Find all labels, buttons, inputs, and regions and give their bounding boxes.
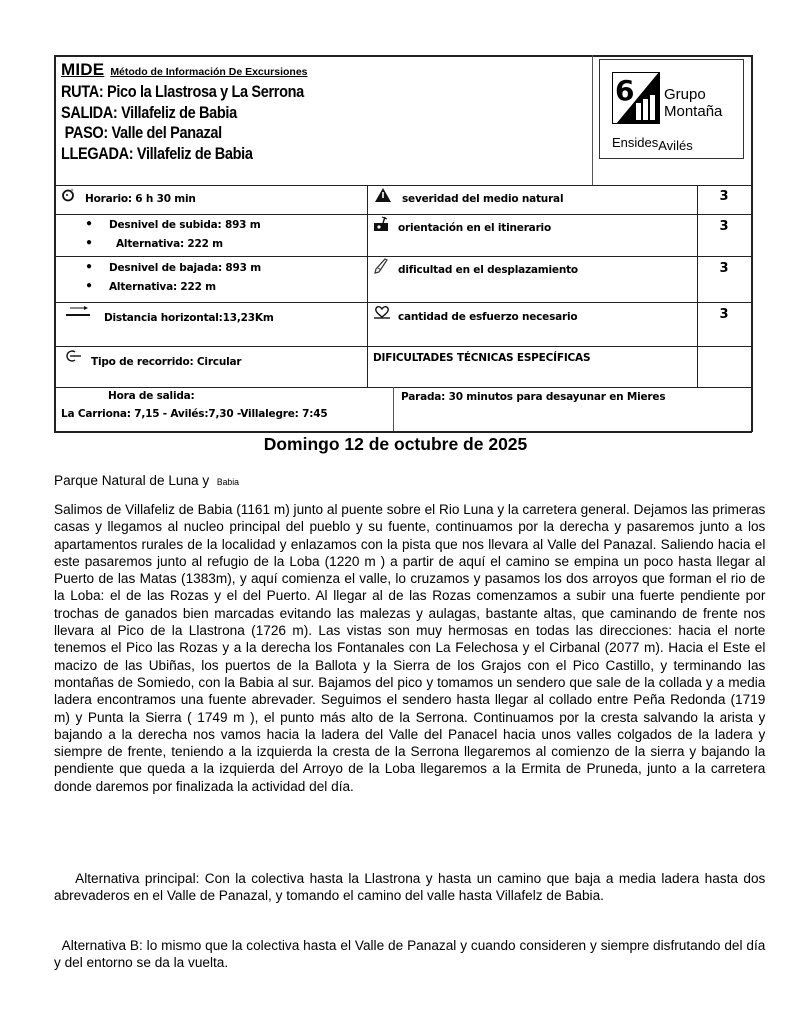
column-divider xyxy=(367,185,368,387)
rating-label-severity: severidad del medio natural xyxy=(402,193,564,205)
header-logo-divider xyxy=(592,55,593,185)
alternative-principal: Alternativa principal: Con la colectiva hasta la Llastrona y hasta un camino que baja a media ladera hasta dos abrevaderos en el Valle de Panazal, y tomando el camino del valle hasta Villafelz de Babia. xyxy=(54,871,766,905)
logo-aviles: Avilés xyxy=(658,138,693,153)
logo-subtitle xyxy=(612,135,693,153)
bullet: ● xyxy=(86,218,93,229)
park-line-main: Parque Natural de Luna y xyxy=(54,473,214,489)
bullet: ● xyxy=(86,237,93,248)
departure-time-label: Hora de salida: xyxy=(108,390,195,402)
logo-line-2: Montaña xyxy=(664,103,723,120)
table-border-top xyxy=(54,55,752,57)
end-point: LLEGADA: Villafeliz de Babia xyxy=(61,145,253,163)
circular-route-icon xyxy=(64,349,82,363)
descent: Desnivel de bajada: 893 m xyxy=(109,262,261,274)
park-line-small: Babia xyxy=(216,477,239,487)
clock-icon xyxy=(61,188,75,202)
row-divider xyxy=(54,387,752,388)
logo-ensides: Ensides xyxy=(612,135,659,150)
bottom-row-divider xyxy=(393,387,394,431)
bullet: ● xyxy=(86,280,93,291)
park-line xyxy=(54,473,239,489)
pass-point: PASO: Valle del Panazal xyxy=(61,124,222,142)
bullet: ● xyxy=(86,261,93,272)
rating-value-difficulty: 3 xyxy=(719,261,729,276)
rating-label-effort: cantidad de esfuerzo necesario xyxy=(398,311,578,323)
ascent-alternative: Alternativa: 222 m xyxy=(116,238,223,250)
technical-difficulties-label: DIFICULTADES TÉCNICAS ESPECÍFICAS xyxy=(373,352,591,364)
orientation-signpost-icon xyxy=(373,216,389,232)
rating-label-difficulty: dificultad en el desplazamiento xyxy=(398,264,578,276)
row-divider xyxy=(54,346,752,347)
stop-info: Parada: 30 minutos para desayunar en Mieres xyxy=(401,391,666,403)
ascent: Desnivel de subida: 893 m xyxy=(109,219,261,231)
date-title: Domingo 12 de octubre de 2025 xyxy=(263,434,528,454)
score-column-divider xyxy=(697,185,698,387)
table-border-right xyxy=(751,55,753,432)
logo-text xyxy=(664,86,722,120)
rating-label-orientation: orientación en el itinerario xyxy=(398,222,551,234)
mide-subtitle: Método de Información De Excursiones xyxy=(110,66,308,78)
alternative-b: Alternativa B: lo mismo que la colectiva hasta el Valle de Panazal y cuando consideren y siempre disfrutando del día y del entorno se da la vuelta. xyxy=(54,938,766,972)
logo-line-1: Grupo xyxy=(664,86,706,103)
svg-text:6: 6 xyxy=(615,74,635,107)
grupo-montana-emblem-icon xyxy=(612,72,660,124)
club-logo xyxy=(599,59,744,159)
route-type: Tipo de recorrido: Circular xyxy=(91,356,242,368)
rating-value-orientation: 3 xyxy=(719,219,729,234)
horizontal-distance: Distancia horizontal:13,23Km xyxy=(104,312,274,324)
mide-label: MIDE xyxy=(61,60,105,79)
row-divider xyxy=(54,302,752,303)
table-border-left xyxy=(54,55,56,432)
rating-value-effort: 3 xyxy=(719,307,729,322)
effort-heart-icon xyxy=(374,305,390,319)
rating-value-severity: 3 xyxy=(719,189,729,204)
departure-times: La Carriona: 7,15 - Avilés:7,30 -Villalegre: 7:45 xyxy=(61,408,328,420)
row-divider xyxy=(54,256,752,257)
descent-alternative: Alternativa: 222 m xyxy=(109,281,216,293)
distance-arrow-icon xyxy=(66,304,90,318)
boot-icon xyxy=(374,258,388,274)
mide-title xyxy=(61,60,308,80)
start-point: SALIDA: Villafeliz de Babia xyxy=(61,104,237,122)
route-name: RUTA: Pico la Llastrosa y La Serrona xyxy=(61,83,304,101)
horario: Horario: 6 h 30 min xyxy=(85,193,196,205)
warning-mountain-icon xyxy=(375,188,391,202)
route-description: Salimos de Villafeliz de Babia (1161 m) junto al puente sobre el Rio Luna y la carretera general. Dejamos las primeras casas y llegamos al nucleo principal del pueblo y su fuente, continuamos por la derecha y pasaremos junto a los apartamentos rurales de la localidad y enlazamos con la pista que nos llevara al Valle del Panazal. Saliendo hacia el este pasaremos junto al refugio de la Loba (1220 m ) a partir de aquí el camino se empina un poco hasta llegar al Puerto de las Matas (1383m), y aquí comienza el valle, lo cruzamos y pasamos los dos arroyos que forman el rio de la Loba: el de las Rozas y el del Puerto. Al llegar al de las Rozas comenzamos a subir una fuerte pendiente por trochas de ganados bien marcadas evitando las malezas y aulagas, bastante altas, que caminando de frente nos llevara al Pico de la Llastrona (1726 m). Las vistas son muy hermosas en todas las direcciones: hacia el norte tenemos el Pico las Rozas y a la derecha los Fontanales con La Felechosa y el Cirbanal (2077 m). Hacia el Este el macizo de las Ubiñas, los puertos de la Ballota y la Sierra de los Grajos con el Pico Castillo, y terminando las montañas de Somiedo, con la Babia al sur. Bajamos del pico y tomamos un sendero que sale de la collada y a media ladera encontramos una fuente abrevader. Seguimos el sendero hasta llegar al collado entre Peña Redonda (1719 m) y Punta la Sierra ( 1749 m ), el punto más alto de la Serrona. Continuamos por la cresta salvando la arista y bajando a la derecha nos vamos hacia la ladera del Valle del Panacel hacia unos valles colgados de la ladera y siempre de frente, teniendo a la izquierda la cresta de la Serrona llegaremos al comienzo de la sierra y bajando la pendiente que queda a la izquierda del Arroyo de la Loba llegaremos a la Ermita de Pruneda, junto a la carretera donde daremos por finalizada la actividad del día. xyxy=(54,502,766,795)
row-divider xyxy=(54,214,752,215)
table-border-bottom xyxy=(54,431,752,433)
row-divider xyxy=(54,185,752,186)
